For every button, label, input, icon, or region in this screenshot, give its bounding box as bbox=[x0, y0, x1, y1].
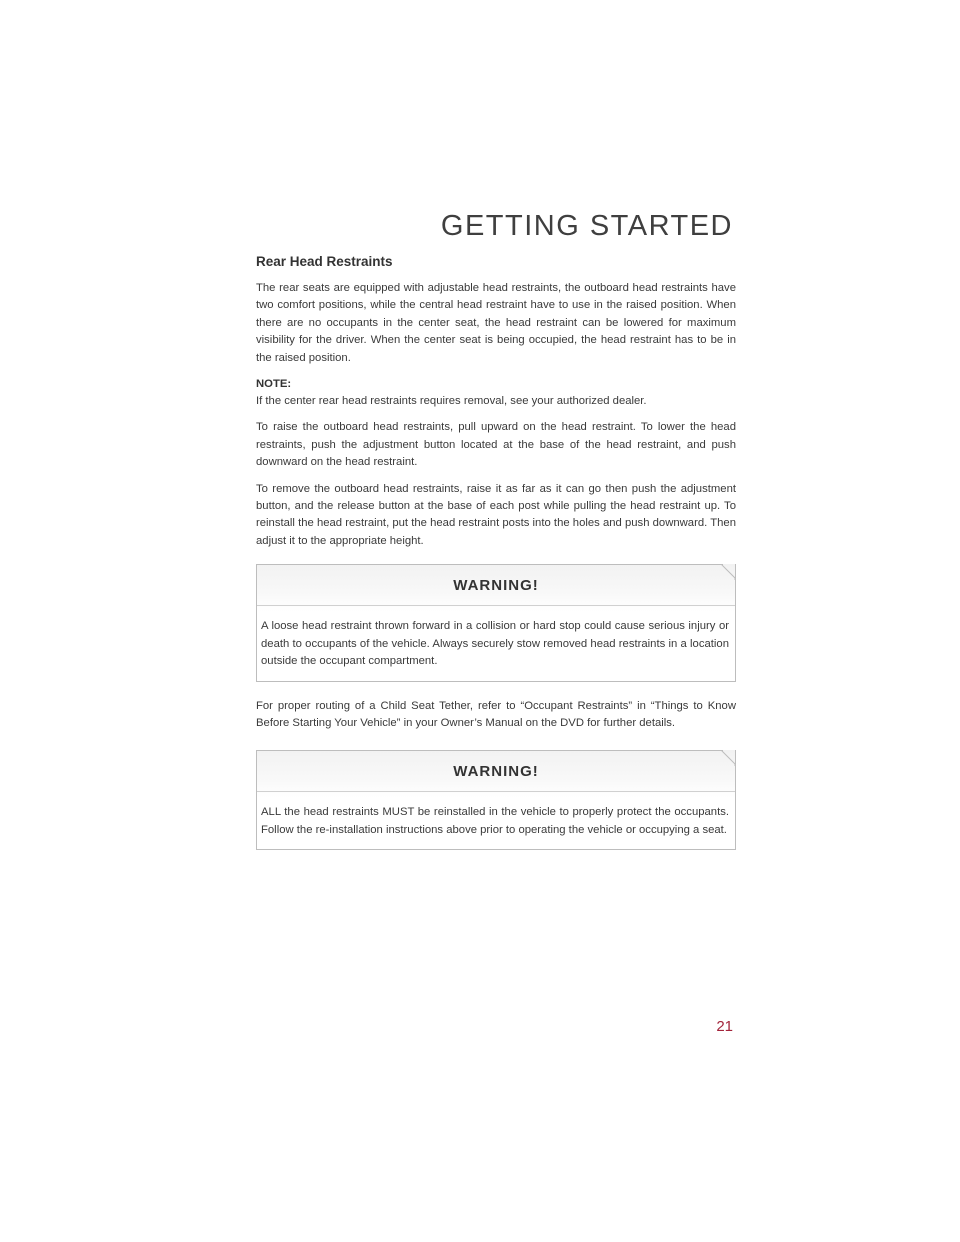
warning-body: A loose head restraint thrown forward in a collision or hard stop could cause serious injury or death to occupants of the vehicle. Always securely stow removed head restraints in a location outside the occupant compartment. bbox=[261, 620, 729, 668]
warning-box-top-border bbox=[257, 750, 723, 751]
article-heading: Rear Head Restraints bbox=[256, 254, 393, 269]
paragraph-remove-reinstall: To remove the outboard head restraints, raise it as far as it can go then push the adjustment button, and the release button at the base of each post while pulling the head restraint up. To reinstall the head restraint, put the head restraint posts into the holes and push downward. Then adjust it to the appropriate height. bbox=[256, 482, 736, 547]
warning-title: WARNING! bbox=[453, 763, 539, 781]
page-number: 21 bbox=[716, 1018, 733, 1035]
warning-box bbox=[256, 564, 736, 681]
section-title: GETTING STARTED bbox=[440, 210, 733, 242]
note-text: If the center rear head restraints requires removal, see your authorized dealer. bbox=[256, 395, 647, 408]
warning-box-corner bbox=[720, 564, 736, 580]
page-content bbox=[256, 254, 736, 862]
warning-box-top-border bbox=[257, 564, 723, 565]
warning-title: WARNING! bbox=[453, 577, 539, 595]
note-label: NOTE: bbox=[256, 378, 292, 391]
warning-box bbox=[256, 750, 736, 850]
paragraph-raise-lower: To raise the outboard head restraints, pull upward on the head restraint. To lower the head restraints, push the adjustment button located at the base of the head restraint, and push downward on the head restraint. bbox=[256, 421, 736, 469]
paragraph-child-seat-tether: For proper routing of a Child Seat Tether, refer to “Occupant Restraints” in “Things to Know Before Starting Your Vehicle” in your Owner’s Manual on the DVD for further details. bbox=[256, 699, 736, 729]
paragraph-intro: The rear seats are equipped with adjustable head restraints, the outboard head restraints have two comfort positions, while the central head restraint have to use in the raised position. When there are no occupants in the center seat, the head restraint can be lowered for maximum visibility for the driver. When the center seat is being occupied, the head restraint has to be in the raised position. bbox=[256, 282, 736, 364]
warning-body: ALL the head restraints MUST be reinstalled in the vehicle to properly protect the occupants. Follow the re-installation instructions above prior to operating the vehicle or occupying a seat. bbox=[261, 806, 729, 836]
warning-box-corner bbox=[720, 750, 736, 766]
